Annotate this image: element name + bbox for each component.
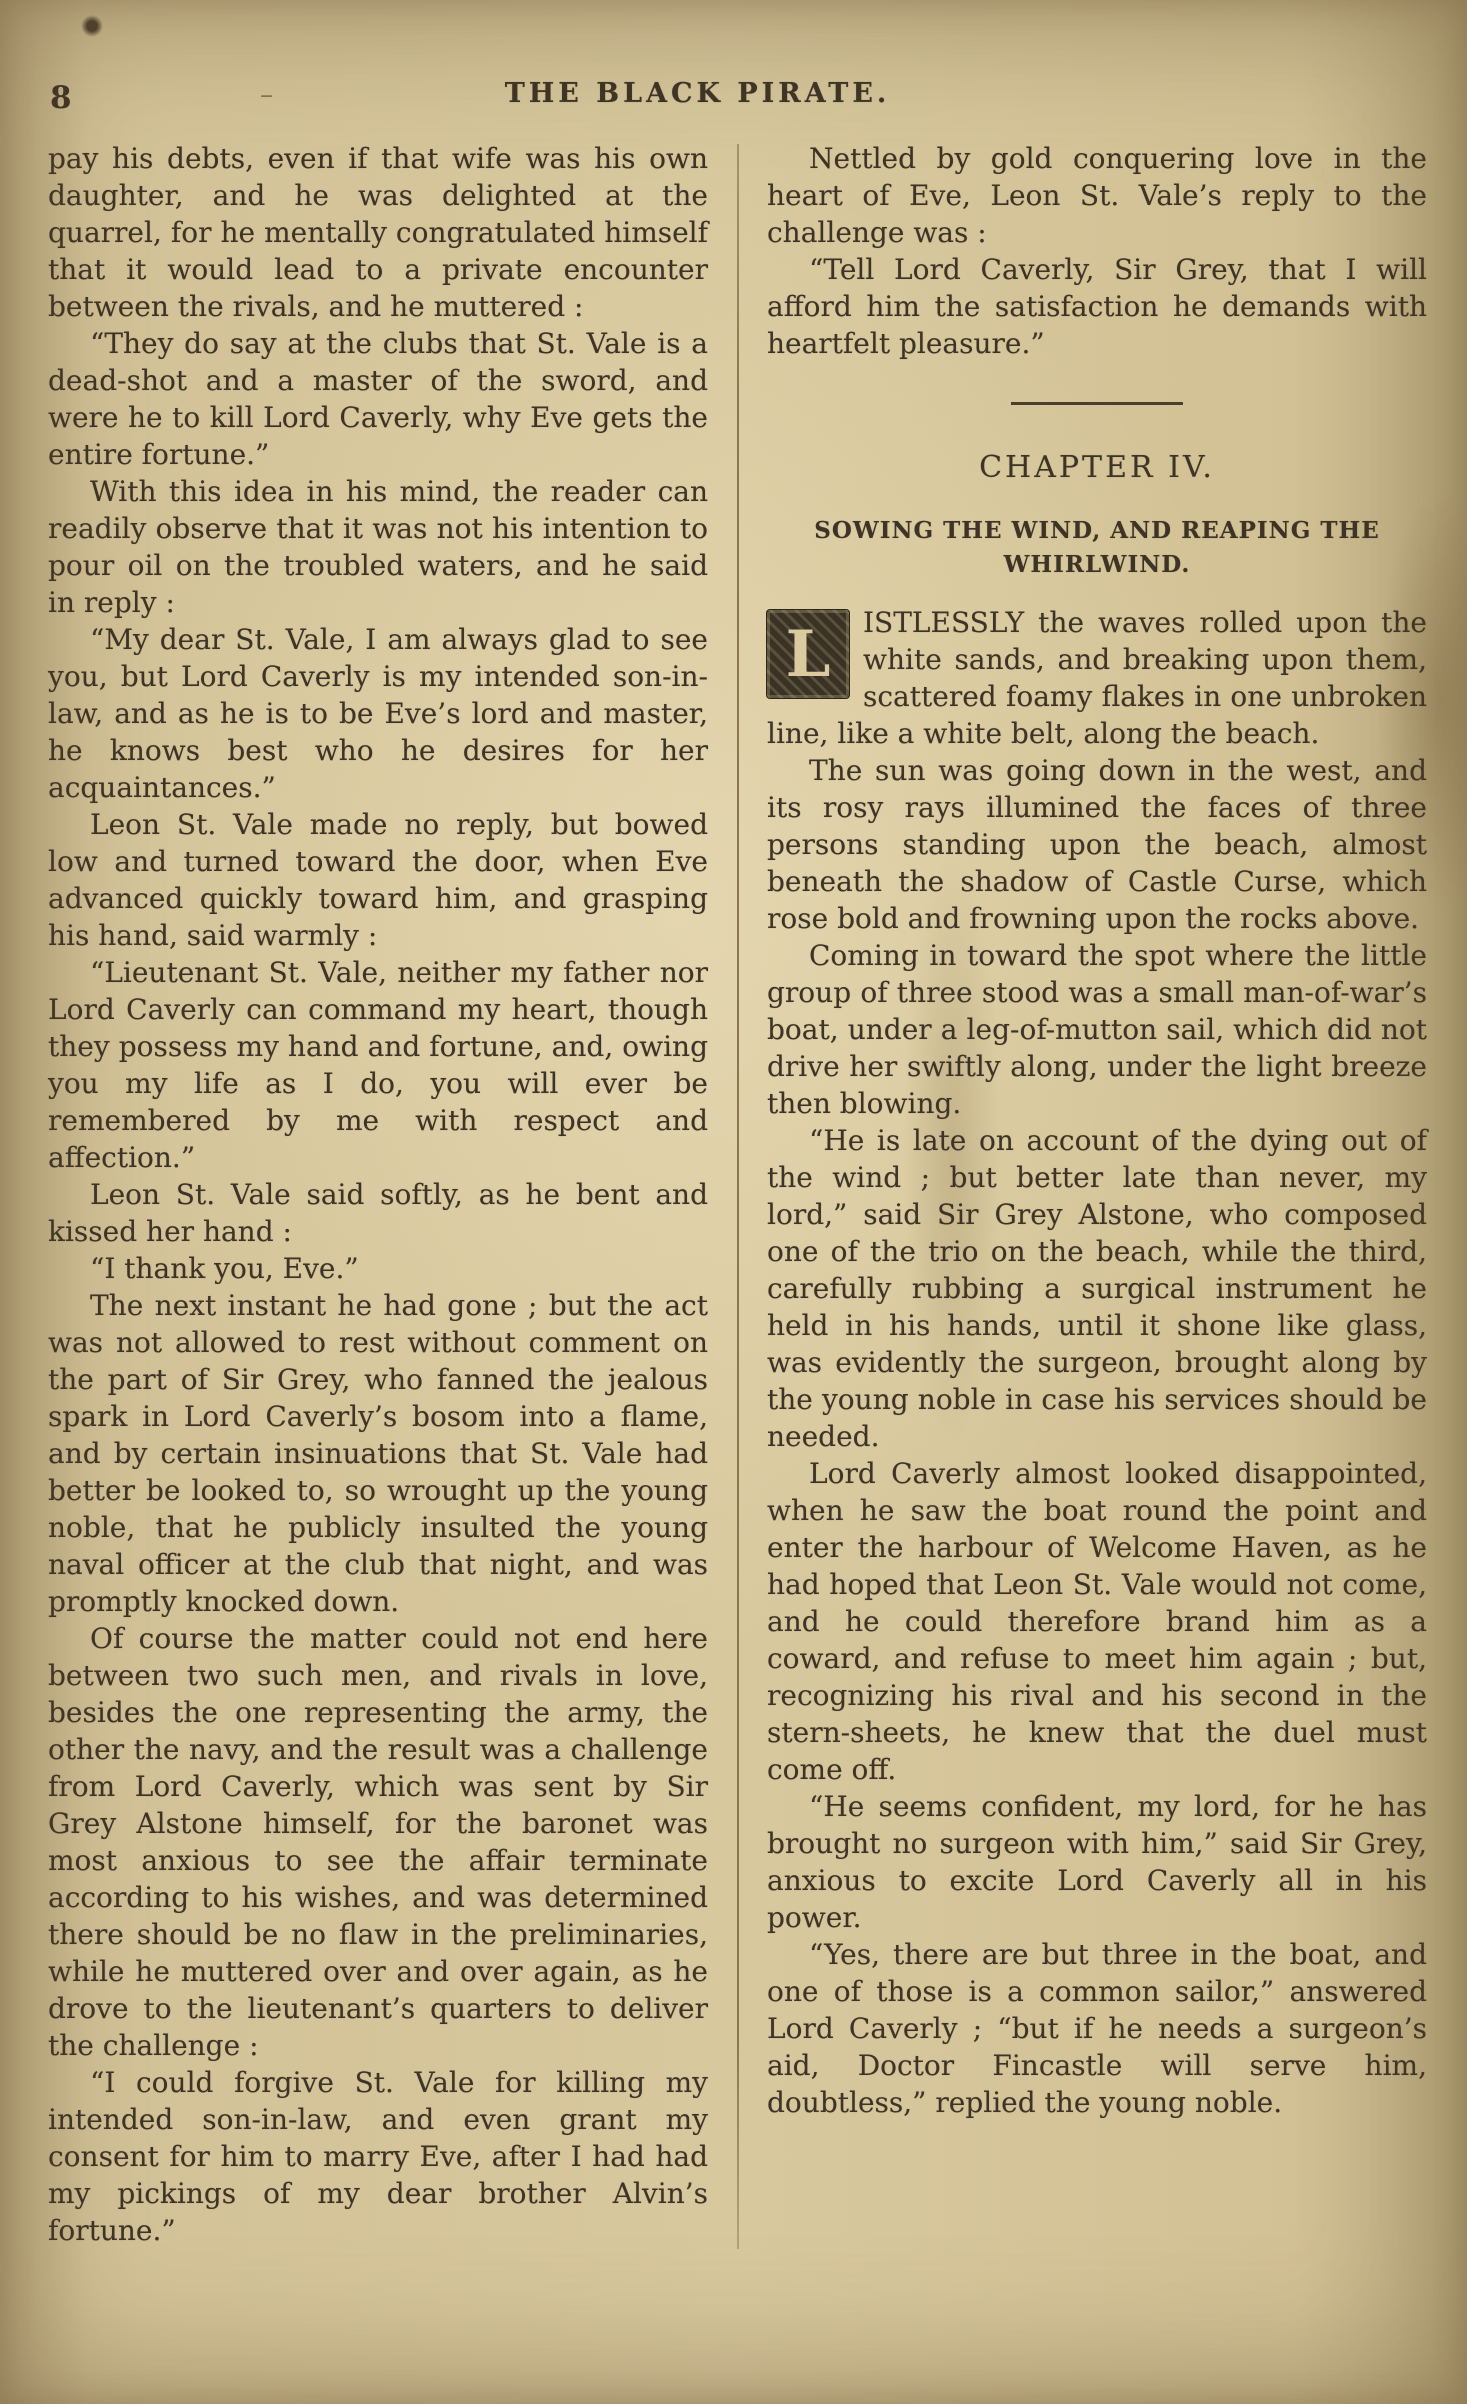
chapter-subtitle: SOWING THE WIND, AND REAPING THE WHIRLWIND. [814,517,1380,578]
header-dash-mark: – [260,80,273,110]
paragraph: “I thank you, Eve.” [90,1252,359,1285]
column-divider-rule [737,144,739,2249]
paragraph: “He seems confident, my lord, for he has brought no surgeon with him,” said Sir Grey, anxious to excite Lord Caverly all in his power. [767,1790,1427,1934]
opening-paragraph [767,604,1427,752]
paragraph: The next instant he had gone ; but the act was not allowed to rest without comment on the part of Sir Grey, who fanned the jealous spark in Lord Caverly’s bosom into a flame, and by certain insinuations that St. Vale had better be looked to, so wrought up the young noble, that he publicly insulted the young naval officer at the club that night, and was promptly knocked down. [48,1289,708,1618]
right-column [767,140,1427,2249]
two-column-text-block [48,140,1427,2249]
paragraph: “He is late on account of the dying out of the wind ; but better late than never, my lord,” said Sir Grey Alstone, who composed one of the trio on the beach, while the third, carefully rubbing a surgical instrument he held in his hands, until it shone like glass, was evidently the surgeon, brought along by the young noble in case his services should be needed. [767,1124,1427,1453]
paragraph: “They do say at the clubs that St. Vale is a dead-shot and a master of the sword, and were he to kill Lord Caverly, why Eve gets the entire fortune.” [48,327,708,471]
paragraph: “My dear St. Vale, I am always glad to see you, but Lord Caverly is my intended son-in-law, and as he is to be Eve’s lord and master, he knows best who he desires for her acquaintances.” [48,623,708,804]
left-column [48,140,708,2249]
paragraph: pay his debts, even if that wife was his own daughter, and he was delighted at the quarrel, for he mentally congratulated himself that it would lead to a private encounter between the rivals, and he muttered : [48,142,708,323]
paragraph: With this idea in his mind, the reader can readily observe that it was not his intention to pour oil on the troubled waters, and he said in reply : [48,475,708,619]
intro-paragraphs [767,140,1427,362]
section-divider-rule [1011,402,1183,405]
paragraph: Lord Caverly almost looked disappointed, when he saw the boat round the point and enter the harbour of Welcome Haven, as he had hoped that Leon St. Vale would not come, and he could therefore brand him as a coward, and refuse to meet him again ; but, recognizing his rival and his second in the stern-sheets, he knew that the duel must come off. [767,1457,1427,1786]
paragraph: The sun was going down in the west, and its rosy rays illumined the faces of three persons standing upon the beach, almost beneath the shadow of Castle Curse, which rose bold and frowning upon the rocks above. [767,754,1427,935]
running-head-title: THE BLACK PIRATE. [504,78,891,109]
page-number: 8 [50,80,73,116]
chapter-heading: CHAPTER IV. [979,450,1215,485]
paragraph: Leon St. Vale said softly, as he bent and kissed her hand : [48,1178,708,1248]
page-header [48,74,1427,120]
paragraph: Coming in toward the spot where the little group of three stood was a small man-of-war’s boat, under a leg-of-mutton sail, which did not drive her swiftly along, under the light breeze then blowing. [767,939,1427,1120]
paragraph: “Lieutenant St. Vale, neither my father nor Lord Caverly can command my heart, though they possess my hand and fortune, and, owing you my life as I do, you will ever be remembered by me with respect and affection.” [48,956,708,1174]
drop-cap-initial: L [767,610,849,698]
paragraph: “Tell Lord Caverly, Sir Grey, that I will afford him the satisfaction he demands with heartfelt pleasure.” [767,253,1427,360]
paragraph: Nettled by gold conquering love in the heart of Eve, Leon St. Vale’s reply to the challenge was : [767,142,1427,249]
paragraph: “I could forgive St. Vale for killing my intended son-in-law, and even grant my consent for him to marry Eve, after I had had my pickings of my dear brother Alvin’s fortune.” [48,2066,708,2247]
paragraph: “Yes, there are but three in the boat, and one of those is a common sailor,” answered Lord Caverly ; “but if he needs a surgeon’s aid, Doctor Fincastle will serve him, doubtless,” replied the young noble. [767,1938,1427,2119]
paragraph: Leon St. Vale made no reply, but bowed low and turned toward the door, when Eve advanced quickly toward him, and grasping his hand, said warmly : [48,808,708,952]
chapter-paragraphs [767,752,1427,2121]
opening-paragraph-text: ISTLESSLY the waves rolled upon the white sands, and breaking upon them, scattered foamy flakes in one unbroken line, like a white belt, along the beach. [767,606,1427,750]
paragraph: Of course the matter could not end here between two such men, and rivals in love, besides the one representing the army, the other the navy, and the result was a challenge from Lord Caverly, which was sent by Sir Grey Alstone himself, for the baronet was most anxious to see the affair terminate according to his wishes, and was determined there should be no flaw in the preliminaries, while he muttered over and over again, as he drove to the lieutenant’s quarters to deliver the challenge : [48,1622,708,2062]
